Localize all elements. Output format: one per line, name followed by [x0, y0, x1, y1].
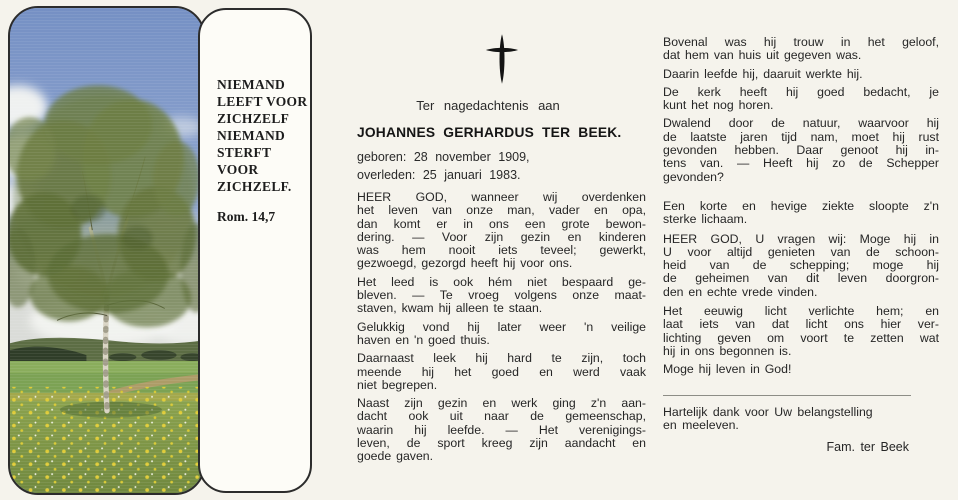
paragraph	[663, 36, 939, 63]
paragraph	[663, 233, 939, 299]
text-line: staven, kwam hij alleen te staan.	[357, 301, 543, 316]
text-line: gevonden hebben. Daar genoot hij in-	[663, 143, 939, 158]
text-line: STERFT VOOR	[217, 145, 272, 177]
latin-cross-icon	[357, 33, 646, 85]
text-line: Het eeuwig licht verlichte hem; en	[663, 304, 939, 319]
died-date: overleden: 25 januari 1983.	[357, 167, 521, 182]
text-line: en meeleven.	[663, 417, 739, 432]
memorial-left-page	[357, 0, 646, 469]
text-line: leven, de sport kreeg zijn aandacht en	[357, 436, 646, 451]
text-line: Gelukkig vond hij later weer 'n veilige	[357, 319, 646, 334]
paragraph	[357, 397, 646, 463]
text-line: meende hij het goed en werd vaak	[357, 364, 646, 379]
quote-panel	[198, 8, 312, 493]
text-line: NIEMAND	[217, 77, 286, 92]
paragraph	[357, 276, 646, 316]
paragraph	[357, 191, 646, 271]
text-line: gezwoegd, gezorgd heeft hij voor ons.	[357, 256, 573, 271]
family-signature: Fam. ter Beek	[826, 440, 909, 455]
photo-panel	[8, 6, 205, 495]
text-line: tens van. — Heeft hij zo de Schepper	[663, 156, 939, 171]
text-line: ZICHZELF.	[217, 179, 292, 194]
text-line: Daarnaast leek hij hard te zijn, toch	[357, 351, 646, 366]
text-line: HEER GOD, U vragen wij: Moge hij in	[663, 231, 939, 246]
text-line: Daarin leefde hij, daaruit werkte hij.	[663, 66, 863, 81]
text-line: Naast zijn gezin en werk ging z'n aan-	[357, 396, 646, 411]
tree-shadow	[60, 402, 162, 418]
text-line: dan komt er in ons een grote bewon-	[357, 216, 646, 231]
deceased-name: JOHANNES GERHARDUS TER BEEK.	[357, 125, 622, 140]
memorial-body-right	[663, 36, 939, 377]
text-line: den en echte vrede vinden.	[663, 284, 818, 299]
text-line: laat iets van dat licht ons hier ver-	[663, 317, 939, 332]
life-dates	[357, 149, 646, 184]
text-line: hij in ons begonnen is.	[663, 343, 792, 358]
text-line: NIEMAND	[217, 128, 286, 143]
text-line: de laatste jaren tijd nam, moet hij rust	[663, 129, 939, 144]
text-line: dering. — Voor zijn gezin en kinderen	[357, 229, 646, 244]
text-line: heid van de schepping; moge hij	[663, 258, 939, 273]
text-line: haven en 'n goed thuis.	[357, 332, 490, 347]
text-line: de geheimen van dit leven doorgron-	[663, 271, 939, 286]
paragraph	[663, 200, 939, 227]
text-line: LEEFT VOOR	[217, 94, 308, 109]
text-line: lichting geven om voort te zetten wat	[663, 330, 939, 345]
text-line: sterke lichaam.	[663, 212, 748, 227]
text-line: kunt het nog horen.	[663, 98, 774, 113]
text-line: Bovenal was hij trouw in het geloof,	[663, 35, 939, 49]
text-line: HEER GOD, wanneer wij overdenken	[357, 190, 646, 204]
paragraph	[357, 352, 646, 392]
text-line: niet begrepen.	[357, 377, 438, 392]
quote-text	[217, 76, 310, 195]
text-line: Hartelijk dank voor Uw belangstelling	[663, 404, 873, 419]
text-line: dacht ook uit naar de gemeenschap,	[357, 409, 646, 424]
dedication-line: Ter nagedachtenis aan	[416, 98, 560, 113]
text-line: Het leed is ook hém niet bespaard ge-	[357, 274, 646, 289]
paragraph	[663, 86, 939, 113]
paragraph	[663, 363, 939, 376]
paragraph	[663, 68, 939, 81]
text-line: was hem nooit iets teveel; gewerkt,	[357, 243, 646, 258]
text-line: Dwalend door de natuur, waarvoor hij	[663, 116, 939, 131]
text-line: bleven. — Te vroeg volgens onze maat-	[357, 288, 646, 303]
text-line: waarin hij leefde. — Het verenigings-	[357, 422, 646, 437]
paragraph	[357, 321, 646, 348]
thanks-note	[663, 406, 939, 433]
quote-reference: Rom. 14,7	[217, 209, 276, 224]
text-line: Moge hij leven in God!	[663, 362, 792, 377]
text-line: goede gaven.	[357, 449, 434, 464]
text-line: dat hem van huis uit gegeven was.	[663, 48, 862, 63]
text-line: gevonden?	[663, 169, 724, 184]
divider-line	[663, 395, 911, 396]
paragraph	[663, 305, 939, 358]
paragraph	[663, 117, 939, 183]
text-line: De kerk heeft hij goed bedacht, je	[663, 84, 939, 99]
text-line: Een korte en hevige ziekte sloopte z'n	[663, 198, 939, 213]
tree-meadow-photo	[10, 8, 203, 493]
memorial-body	[357, 191, 646, 464]
text-line: ZICHZELF	[217, 111, 290, 126]
text-line: het leven van onze man, vader en opa,	[357, 203, 646, 218]
memorial-right-page	[663, 0, 939, 454]
born-date: geboren: 28 november 1909,	[357, 150, 530, 164]
text-line: U voor altijd genieten van de schoon-	[663, 244, 939, 259]
